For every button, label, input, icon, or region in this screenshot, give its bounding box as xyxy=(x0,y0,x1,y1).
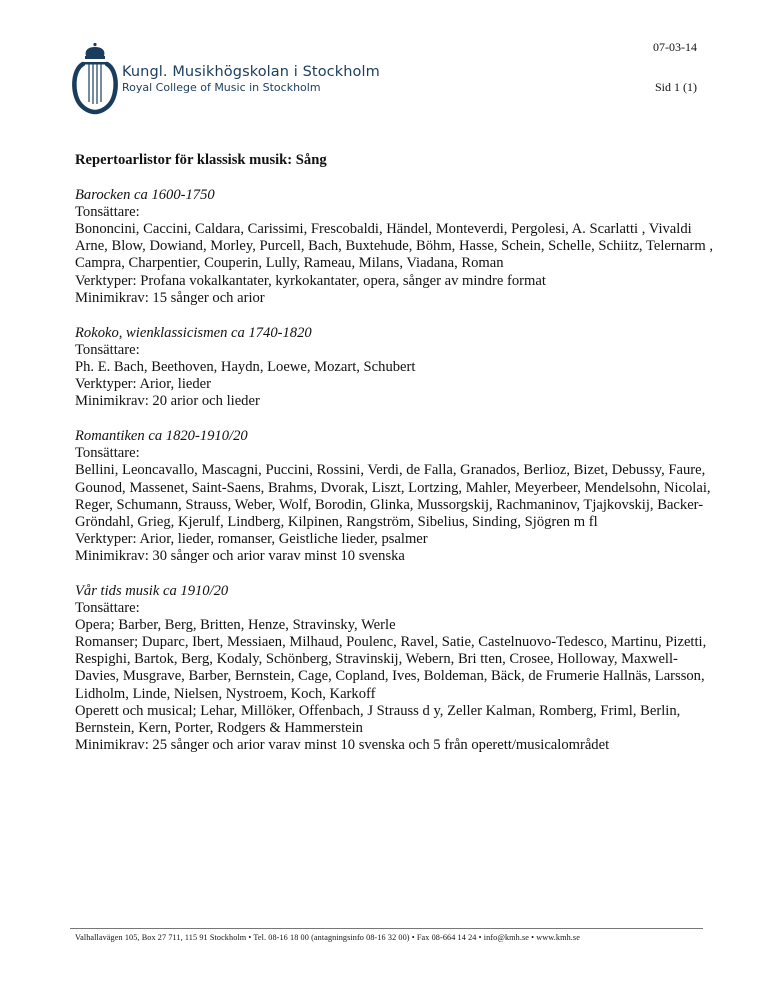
footer-divider xyxy=(70,928,703,929)
section-line: Ph. E. Bach, Beethoven, Haydn, Loewe, Mozart, Schubert xyxy=(75,358,416,375)
institution-name-swedish: Kungl. Musikhögskolan i Stockholm xyxy=(122,64,380,80)
section-line: Opera; Barber, Berg, Britten, Henze, Stravinsky, Werle xyxy=(75,617,396,634)
section-line: Minimikrav: 30 sånger och arior varav minst 10 svenska xyxy=(75,547,405,564)
document-body xyxy=(75,152,715,772)
section-line: Minimikrav: 20 arior och lieder xyxy=(75,393,260,410)
section-heading: Barocken ca 1600-1750 xyxy=(75,187,215,204)
section-heading: Rokoko, wienklassicismen ca 1740-1820 xyxy=(75,324,312,341)
section-line: Tonsättare: xyxy=(75,204,140,221)
section-line: Verktyper: Profana vokalkantater, kyrkokantater, opera, sånger av mindre format xyxy=(75,272,546,289)
section-line: Verktyper: Arior, lieder xyxy=(75,376,211,393)
section-line: Arne, Blow, Dowiand, Morley, Purcell, Bach, Buxtehude, Böhm, Hasse, Schein, Schelle, Schiitz, Telernarm , Campra, Charpentier, Couperin, Lully, Rameau, Milans, Viadana, Roman xyxy=(75,238,713,272)
document-title: Repertoarlistor för klassisk musik: Sång xyxy=(75,152,327,168)
section-romantic xyxy=(75,428,715,565)
section-line: Minimikrav: 25 sånger och arior varav minst 10 svenska och 5 från operett/musicalområdet xyxy=(75,736,610,753)
section-line: Minimikrav: 15 sånger och arior xyxy=(75,289,265,306)
section-line: Bellini, Leoncavallo, Mascagni, Puccini, Rossini, Verdi, de Falla, Granados, Berlioz, Bizet, Debussy, Faure, Gounod, Massenet, Saint-Saens, Brahms, Dvorak, Liszt, Lortzing, Mahler, Meyerbeer, Mendelsohn, Nicolai, Reger, Schumann, Strauss, Weber, Wolf, Borodin, Glinka, Mussorgskij, Rachmaninov, Tjajkovskij, Backer-Gröndahl, Grieg, Kjerulf, Lindberg, Kilpinen, Rangström, Sibelius, Sinding, Sjögren m fl xyxy=(75,462,711,530)
kmh-crown-lyre-logo xyxy=(70,42,120,116)
section-line: Tonsättare: xyxy=(75,445,140,462)
section-heading: Romantiken ca 1820-1910/20 xyxy=(75,428,248,445)
section-line: Romanser; Duparc, Ibert, Messiaen, Milhaud, Poulenc, Ravel, Satie, Castelnuovo-Tedesco, Martinu, Pizetti, Respighi, Bartok, Berg, Kodaly, Schönberg, Stravinskij, Webern, Bri tten, Crosee, Holloway, Maxwell-Davies, Musgrave, Barber, Bernstein, Cage, Copland, Ives, Boldeman, Bäck, de Frumerie Hallnäs, Larsson, Lidholm, Linde, Nielsen, Nystroem, Koch, Karkoff xyxy=(75,634,707,702)
institution-name-english: Royal College of Music in Stockholm xyxy=(122,81,321,94)
document-date: 07-03-14 xyxy=(653,40,697,54)
section-line: Verktyper: Arior, lieder, romanser, Geistliche lieder, psalmer xyxy=(75,530,428,547)
section-classical xyxy=(75,325,715,410)
section-line: Tonsättare: xyxy=(75,600,140,617)
page-number: Sid 1 (1) xyxy=(655,80,697,94)
section-modern xyxy=(75,583,715,754)
section-line: Operett och musical; Lehar, Millöker, Offenbach, J Strauss d y, Zeller Kalman, Romberg, Friml, Berlin, Bernstein, Kern, Porter, Rodgers & Hammerstein xyxy=(75,702,681,736)
institution-name xyxy=(122,63,380,95)
footer-contact: Valhallavägen 105, Box 27 711, 115 91 Stockholm • Tel. 08-16 18 00 (antagningsinfo 08-16 32 00) • Fax 08-664 14 24 • info@kmh.se • www.kmh.se xyxy=(75,933,580,942)
section-baroque xyxy=(75,187,715,307)
section-heading: Vår tids musik ca 1910/20 xyxy=(75,582,229,599)
section-line: Tonsättare: xyxy=(75,341,140,358)
section-line: Bononcini, Caccini, Caldara, Carissimi, Frescobaldi, Händel, Monteverdi, Pergolesi, A. Scarlatti , Vivaldi xyxy=(75,221,692,238)
